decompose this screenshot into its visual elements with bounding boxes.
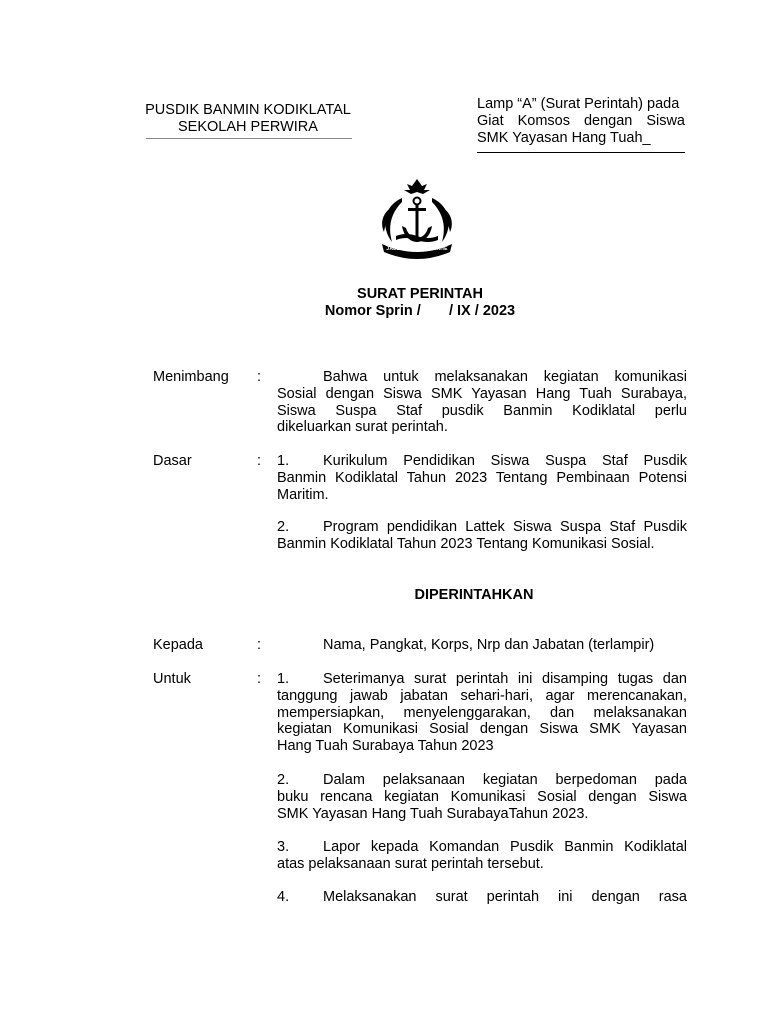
menimbang-text bbox=[277, 369, 687, 436]
org-unit: SEKOLAH PERWIRA bbox=[178, 118, 318, 135]
item-text: Program pendidikan Lattek Siswa Suspa Staf Pusdik bbox=[323, 519, 687, 535]
item-text: Kurikulum Pendidikan Siswa Suspa Staf Pusdik bbox=[323, 453, 687, 469]
attachment-line-3: SMK Yayasan Hang Tuah_ bbox=[477, 129, 651, 146]
emblem-motto: JALESVEVA JAYAMAHE bbox=[386, 246, 448, 252]
dasar-item-line: Banmin Kodiklatal Tahun 2023 Tentang Pembinaan Potensi bbox=[277, 469, 687, 486]
item-number: 2. bbox=[277, 519, 290, 535]
dasar-item-line bbox=[277, 519, 687, 536]
untuk-item-line: atas pelaksanaan surat perintah tersebut. bbox=[277, 855, 544, 872]
dasar-item-line bbox=[277, 453, 687, 470]
untuk-item-line: mempersiapkan, menyelenggarakan, dan melaksanakan bbox=[277, 704, 687, 721]
item-text: Seterimanya surat perintah ini disamping tugas dan bbox=[323, 671, 687, 687]
item-number: 1. bbox=[277, 453, 290, 469]
attachment-note bbox=[477, 96, 685, 146]
untuk-item-line bbox=[277, 839, 687, 856]
navy-emblem bbox=[374, 176, 460, 262]
untuk-label: Untuk bbox=[153, 671, 191, 687]
untuk-item-line bbox=[277, 671, 687, 688]
dasar-item-line: Maritim. bbox=[277, 486, 329, 503]
kepada-text: Nama, Pangkat, Korps, Nrp dan Jabatan (terlampir) bbox=[323, 637, 655, 653]
menimbang-line: Sosial dengan Siswa SMK Yayasan Hang Tuah Surabaya, bbox=[277, 385, 687, 402]
kepada-label: Kepada bbox=[153, 637, 203, 653]
attachment-rule bbox=[477, 152, 685, 153]
org-header-rule bbox=[146, 138, 352, 139]
item-number: 1. bbox=[277, 671, 290, 687]
menimbang-colon: : bbox=[257, 369, 262, 385]
document-title bbox=[270, 286, 570, 320]
untuk-item-line bbox=[277, 889, 687, 906]
document-number: Nomor Sprin / / IX / 2023 bbox=[324, 302, 516, 319]
dasar-colon: : bbox=[257, 453, 262, 469]
kepada-colon: : bbox=[257, 637, 262, 653]
attachment-line-2: Giat Komsos dengan Siswa bbox=[477, 112, 685, 129]
menimbang-line: Bahwa untuk melaksanakan kegiatan komunikasi bbox=[323, 369, 687, 385]
org-name: PUSDIK BANMIN KODIKLATAL bbox=[145, 102, 351, 118]
untuk-item-3 bbox=[277, 839, 687, 873]
item-text: Lapor kepada Komandan Pusdik Banmin Kodiklatal bbox=[323, 839, 687, 855]
attachment-line-1: Lamp “A” (Surat Perintah) pada bbox=[477, 96, 680, 112]
untuk-item-2 bbox=[277, 772, 687, 822]
untuk-item-line: kegiatan Komunikasi Sosial dengan Siswa SMK Yayasan bbox=[277, 721, 687, 738]
item-text: Melaksanakan surat perintah ini dengan rasa bbox=[323, 889, 687, 905]
menimbang-label: Menimbang bbox=[153, 369, 229, 385]
dasar-item-1 bbox=[277, 453, 687, 503]
untuk-item-line: buku rencana kegiatan Komunikasi Sosial dengan Siswa bbox=[277, 788, 687, 805]
org-header bbox=[140, 102, 356, 136]
untuk-item-line: SMK Yayasan Hang Tuah SurabayaTahun 2023. bbox=[277, 805, 589, 822]
untuk-colon: : bbox=[257, 671, 262, 687]
section-heading: DIPERINTAHKAN bbox=[414, 587, 534, 603]
menimbang-line: Siswa Suspa Staf pusdik Banmin Kodiklatal perlu bbox=[277, 402, 687, 419]
untuk-item-4 bbox=[277, 889, 687, 906]
item-text: Dalam pelaksanaan kegiatan berpedoman pada bbox=[323, 772, 687, 788]
menimbang-line: dikeluarkan surat perintah. bbox=[277, 419, 448, 436]
dasar-item-2 bbox=[277, 519, 687, 553]
untuk-item-line: Hang Tuah Surabaya Tahun 2023 bbox=[277, 738, 494, 755]
dasar-label: Dasar bbox=[153, 453, 192, 469]
dasar-item-line: Banmin Kodiklatal Tahun 2023 Tentang Komunikasi Sosial. bbox=[277, 535, 655, 552]
item-number: 3. bbox=[277, 839, 290, 855]
untuk-item-1 bbox=[277, 671, 687, 755]
page-title: SURAT PERINTAH bbox=[357, 286, 483, 302]
untuk-item-line: tanggung jawab jabatan sehari-hari, agar merencanakan, bbox=[277, 687, 687, 704]
item-number: 4. bbox=[277, 889, 290, 905]
untuk-item-line bbox=[277, 772, 687, 789]
item-number: 2. bbox=[277, 772, 290, 788]
